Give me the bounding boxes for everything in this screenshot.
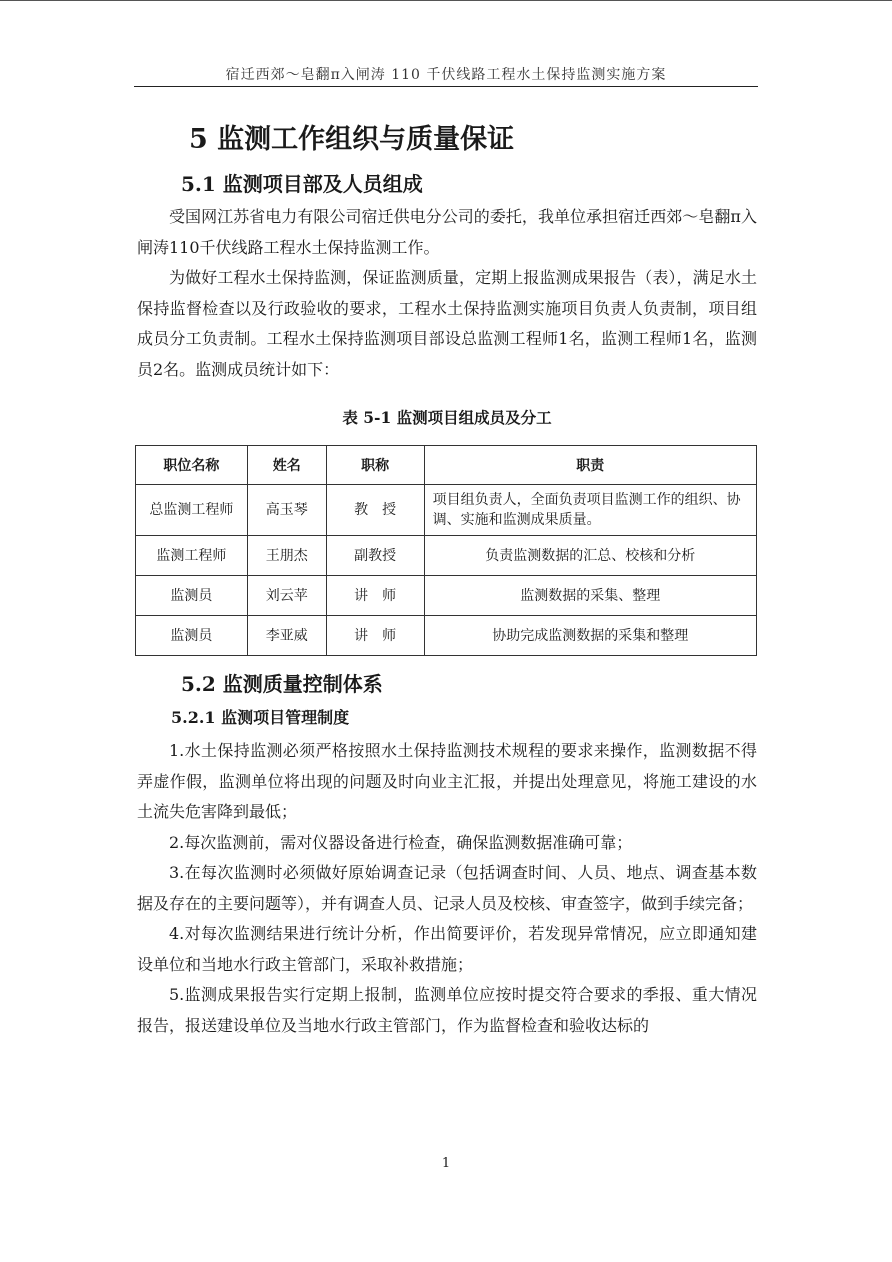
document-body: [137, 118, 757, 1041]
table-row: [136, 576, 757, 616]
cell-position: 监测工程师: [136, 536, 248, 576]
paragraph: 5.监测成果报告实行定期上报制，监测单位应按时提交符合要求的季报、重大情况报告，报送建设单位及当地水行政主管部门，作为监督检查和验收达标的: [137, 985, 757, 1035]
cell-name: 王朋杰: [247, 536, 326, 576]
table-row: [136, 616, 757, 656]
members-table: [135, 445, 757, 656]
cell-position: 监测员: [136, 616, 248, 656]
cell-title: 讲 师: [326, 616, 424, 656]
cell-duty: 项目组负责人，全面负责项目监测工作的组织、协调、实施和监测成果质量。: [424, 485, 756, 536]
cell-position: 总监测工程师: [136, 485, 248, 536]
cell-title: 讲 师: [326, 576, 424, 616]
page-top-border: [0, 0, 892, 1]
table-caption: 表 5-1 监测项目组成员及分工: [342, 408, 552, 427]
paragraph: 2.每次监测前，需对仪器设备进行检查，确保监测数据准确可靠；: [169, 832, 633, 852]
cell-duty: 负责监测数据的汇总、校核和分析: [424, 536, 756, 576]
column-header-title: 职称: [326, 446, 424, 485]
paragraph: 受国网江苏省电力有限公司宿迁供电分公司的委托，我单位承担宿迁西郊～皂翻π入闸涛110千伏线路工程水土保持监测工作。: [137, 207, 757, 257]
paragraph: 为做好工程水土保持监测，保证监测质量，定期上报监测成果报告（表），满足水土保持监督检查以及行政验收的要求，工程水土保持监测实施项目负责人负责制，项目组成员分工负责制。工程水土保持监测项目部设总监测工程师1名，监测工程师1名，监测员2名。监测成员统计如下：: [137, 268, 757, 379]
cell-name: 李亚威: [247, 616, 326, 656]
section-title-5-1: 5.1 监测项目部及人员组成: [181, 172, 423, 196]
table-row: [136, 536, 757, 576]
cell-name: 高玉琴: [247, 485, 326, 536]
column-header-name: 姓名: [247, 446, 326, 485]
paragraph: 4.对每次监测结果进行统计分析，作出简要评价，若发现异常情况，应立即通知建设单位和当地水行政主管部门，采取补救措施；: [137, 924, 757, 974]
table-header-row: [136, 446, 757, 485]
header-rule: [134, 86, 758, 87]
cell-title: 副教授: [326, 536, 424, 576]
chapter-title: 5 监测工作组织与质量保证: [189, 124, 515, 155]
column-header-duty: 职责: [424, 446, 756, 485]
subsection-title-5-2-1: 5.2.1 监测项目管理制度: [171, 708, 350, 727]
column-header-position: 职位名称: [136, 446, 248, 485]
section-5-2: [137, 666, 757, 1041]
cell-name: 刘云苹: [247, 576, 326, 616]
paragraph: 3.在每次监测时必须做好原始调查记录（包括调查时间、人员、地点、调查基本数据及存在的主要问题等），并有调查人员、记录人员及校核、审查签字，做到手续完备；: [137, 863, 757, 913]
paragraph: 1.水土保持监测必须严格按照水土保持监测技术规程的要求来操作，监测数据不得弄虚作假，监测单位将出现的问题及时向业主汇报，并提出处理意见，将施工建设的水土流失危害降到最低；: [137, 741, 757, 821]
page-number: 1: [441, 1156, 451, 1171]
section-title-5-2: 5.2 监测质量控制体系: [181, 672, 383, 696]
cell-title: 教 授: [326, 485, 424, 536]
cell-duty: 监测数据的采集、整理: [424, 576, 756, 616]
cell-position: 监测员: [136, 576, 248, 616]
running-header: 宿迁西郊～皂翻π入闸涛 110 千伏线路工程水土保持监测实施方案: [225, 67, 667, 83]
cell-duty: 协助完成监测数据的采集和整理: [424, 616, 756, 656]
table-row: [136, 485, 757, 536]
